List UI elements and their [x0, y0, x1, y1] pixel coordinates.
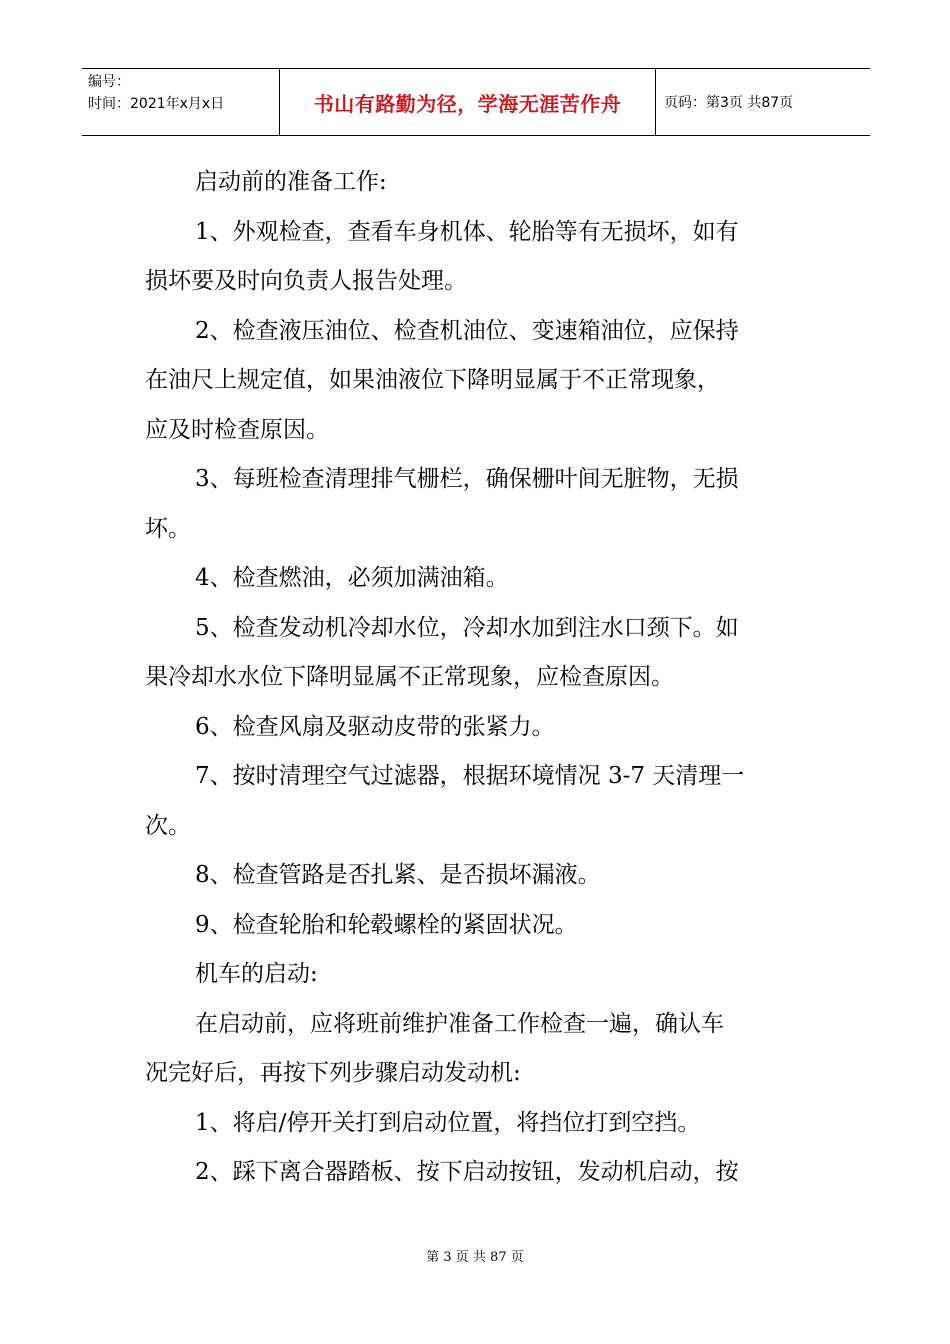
body-line: 2、踩下离合器踏板、按下启动按钮，发动机启动，按	[195, 1159, 739, 1185]
body-line: 机车的启动:	[195, 961, 318, 987]
body-line: 1、将启/停开关打到启动位置，将挡位打到空挡。	[195, 1109, 701, 1136]
body-line: 启动前的准备工作:	[195, 169, 387, 195]
body-line: 4、检查燃油，必须加满油箱。	[195, 565, 509, 591]
body-line: 在启动前，应将班前维护准备工作检查一遍，确认车	[195, 1010, 724, 1037]
body-line: 1、外观检查，查看车身机体、轮胎等有无损坏，如有	[195, 218, 739, 245]
document-number-label: 编号：	[88, 74, 130, 90]
body-line: 3、每班检查清理排气栅栏，确保栅叶间无脏物，无损	[195, 466, 739, 492]
body-line: 果冷却水水位下降明显属不正常现象，应检查原因。	[145, 664, 674, 690]
body-line: 应及时检查原因。	[145, 416, 329, 443]
body-line: 5、检查发动机冷却水位，冷却水加到注水口颈下。如	[195, 614, 739, 641]
header-page-info: 页码：第3页 共87页	[664, 95, 794, 111]
body-line: 7、按时清理空气过滤器，根据环境情况 3-7 天清理一	[195, 763, 745, 789]
header-motto: 书山有路勤为径，学海无涯苦作舟	[313, 91, 622, 116]
document-date: 时间：2021年x月x日	[88, 96, 225, 112]
body-line: 损坏要及时向负责人报告处理。	[145, 268, 467, 294]
body-line: 9、检查轮胎和轮毂螺栓的紧固状况。	[195, 911, 578, 938]
page-footer: 第 3 页 共 87 页	[426, 1250, 524, 1265]
body-line: 2、检查液压油位、检查机油位、变速箱油位，应保持	[195, 317, 739, 344]
header-motto-cell	[280, 69, 656, 135]
body-line: 6、检查风扇及驱动皮带的张紧力。	[195, 713, 555, 740]
body-line: 次。	[145, 812, 191, 839]
header-page-info-cell	[656, 69, 870, 135]
body-line: 8、检查管路是否扎紧、是否损坏漏液。	[195, 862, 601, 888]
body-line: 坏。	[145, 515, 191, 542]
header-table	[82, 68, 870, 136]
body-line: 况完好后，再按下列步骤启动发动机:	[145, 1060, 521, 1086]
body-line: 在油尺上规定值，如果油液位下降明显属于不正常现象，	[145, 367, 720, 393]
document-body	[145, 158, 805, 1198]
header-meta	[82, 69, 280, 135]
